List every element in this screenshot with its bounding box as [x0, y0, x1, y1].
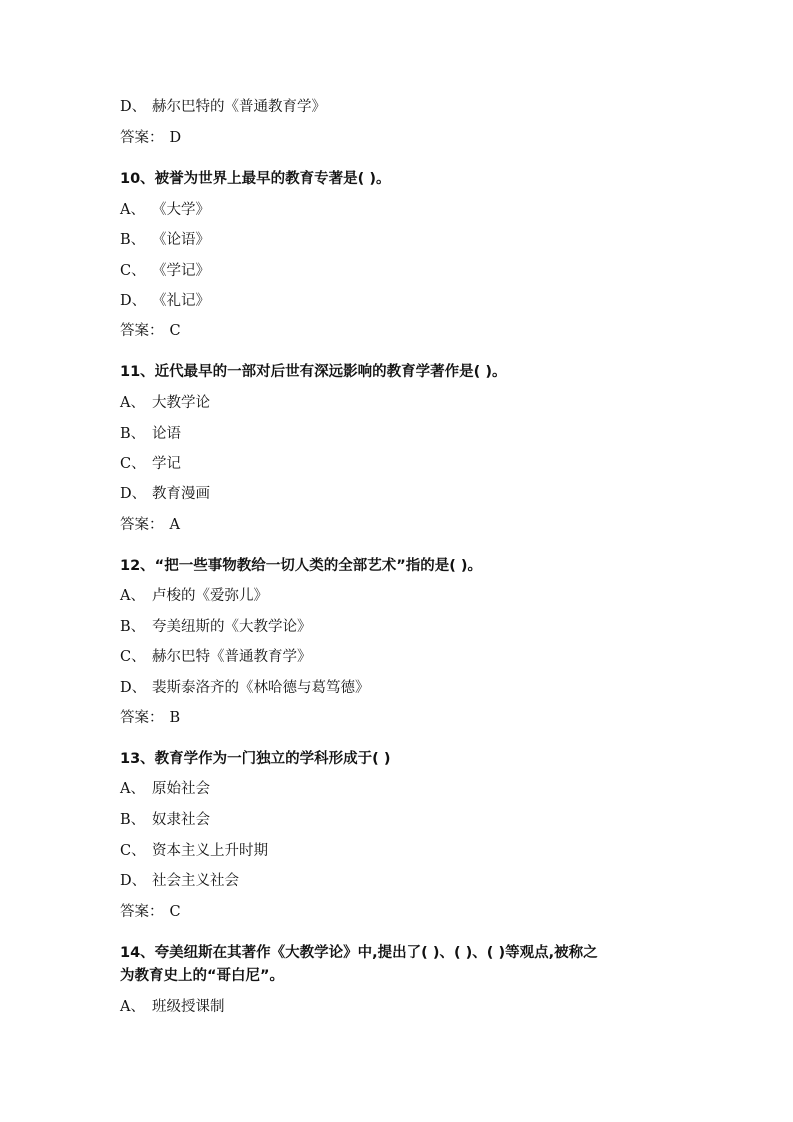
option-letter: D、 — [120, 680, 147, 696]
answer-label: 答案： — [120, 517, 164, 533]
option-letter: A、 — [120, 395, 145, 411]
answer-line — [120, 708, 180, 728]
answer-value: B — [169, 710, 181, 726]
option-text: 《学记》 — [152, 263, 210, 279]
option-letter: C、 — [120, 649, 146, 665]
option-line — [120, 261, 210, 281]
option-letter: D、 — [120, 99, 147, 115]
option-text: 社会主义社会 — [152, 873, 239, 889]
option-letter: B、 — [120, 812, 146, 828]
answer-value: D — [169, 130, 182, 146]
answer-label: 答案： — [120, 323, 164, 339]
question-title: 10、被誉为世界上最早的教育专著是( )。 — [120, 171, 391, 187]
option-text: 学记 — [152, 456, 181, 472]
option-text: 《礼记》 — [152, 293, 210, 309]
option-letter: A、 — [120, 781, 145, 797]
option-text: 卢梭的《爱弥儿》 — [152, 588, 268, 604]
option-line — [120, 484, 210, 504]
option-letter: C、 — [120, 843, 146, 859]
option-line — [120, 97, 326, 117]
option-letter: C、 — [120, 263, 146, 279]
option-text: 大教学论 — [152, 395, 210, 411]
option-text: 奴隶社会 — [152, 812, 210, 828]
option-letter: D、 — [120, 486, 147, 502]
option-line — [120, 871, 239, 891]
option-text: 资本主义上升时期 — [152, 843, 268, 859]
option-line — [120, 393, 210, 413]
option-letter: B、 — [120, 426, 146, 442]
option-line — [120, 200, 210, 220]
option-text: 论语 — [152, 426, 181, 442]
question-title: 14、夸美纽斯在其著作《大教学论》中,提出了( )、( )、( )等观点,被称之 — [120, 945, 598, 961]
option-text: 教育漫画 — [152, 486, 210, 502]
answer-line — [120, 321, 181, 341]
question-title: 13、教育学作为一门独立的学科形成于( ) — [120, 751, 391, 767]
option-letter: A、 — [120, 202, 145, 218]
option-line — [120, 678, 370, 698]
answer-label: 答案： — [120, 130, 164, 146]
question-title: 12、“把一些事物教给一切人类的全部艺术”指的是( )。 — [120, 558, 483, 574]
option-line — [120, 291, 210, 311]
option-letter: C、 — [120, 456, 146, 472]
option-line — [120, 810, 210, 830]
option-line — [120, 841, 268, 861]
option-letter: B、 — [120, 619, 146, 635]
option-line — [120, 424, 181, 444]
question-title-continued: 为教育史上的“哥白尼”。 — [120, 968, 285, 984]
answer-line — [120, 128, 181, 148]
option-letter: A、 — [120, 588, 145, 604]
option-line — [120, 230, 210, 250]
option-text: 班级授课制 — [152, 999, 225, 1015]
option-line — [120, 454, 181, 474]
option-letter: A、 — [120, 999, 145, 1015]
option-text: 原始社会 — [152, 781, 210, 797]
option-line — [120, 586, 268, 606]
answer-line — [120, 902, 181, 922]
option-text: 夸美纽斯的《大教学论》 — [152, 619, 312, 635]
option-letter: D、 — [120, 873, 147, 889]
question-title: 11、近代最早的一部对后世有深远影响的教育学著作是( )。 — [120, 364, 507, 380]
answer-value: C — [169, 323, 181, 339]
option-letter: D、 — [120, 293, 147, 309]
option-text: 赫尔巴特的《普通教育学》 — [152, 99, 326, 115]
answer-value: C — [169, 904, 181, 920]
answer-label: 答案： — [120, 710, 164, 726]
option-text: 《论语》 — [152, 232, 210, 248]
option-line — [120, 647, 312, 667]
option-line — [120, 997, 225, 1017]
option-text: 《大学》 — [152, 202, 210, 218]
option-text: 赫尔巴特《普通教育学》 — [152, 649, 312, 665]
answer-label: 答案： — [120, 904, 164, 920]
answer-value: A — [169, 517, 180, 533]
option-letter: B、 — [120, 232, 146, 248]
answer-line — [120, 515, 180, 535]
option-line — [120, 779, 210, 799]
option-line — [120, 617, 312, 637]
option-text: 裴斯泰洛齐的《林哈德与葛笃德》 — [152, 680, 370, 696]
